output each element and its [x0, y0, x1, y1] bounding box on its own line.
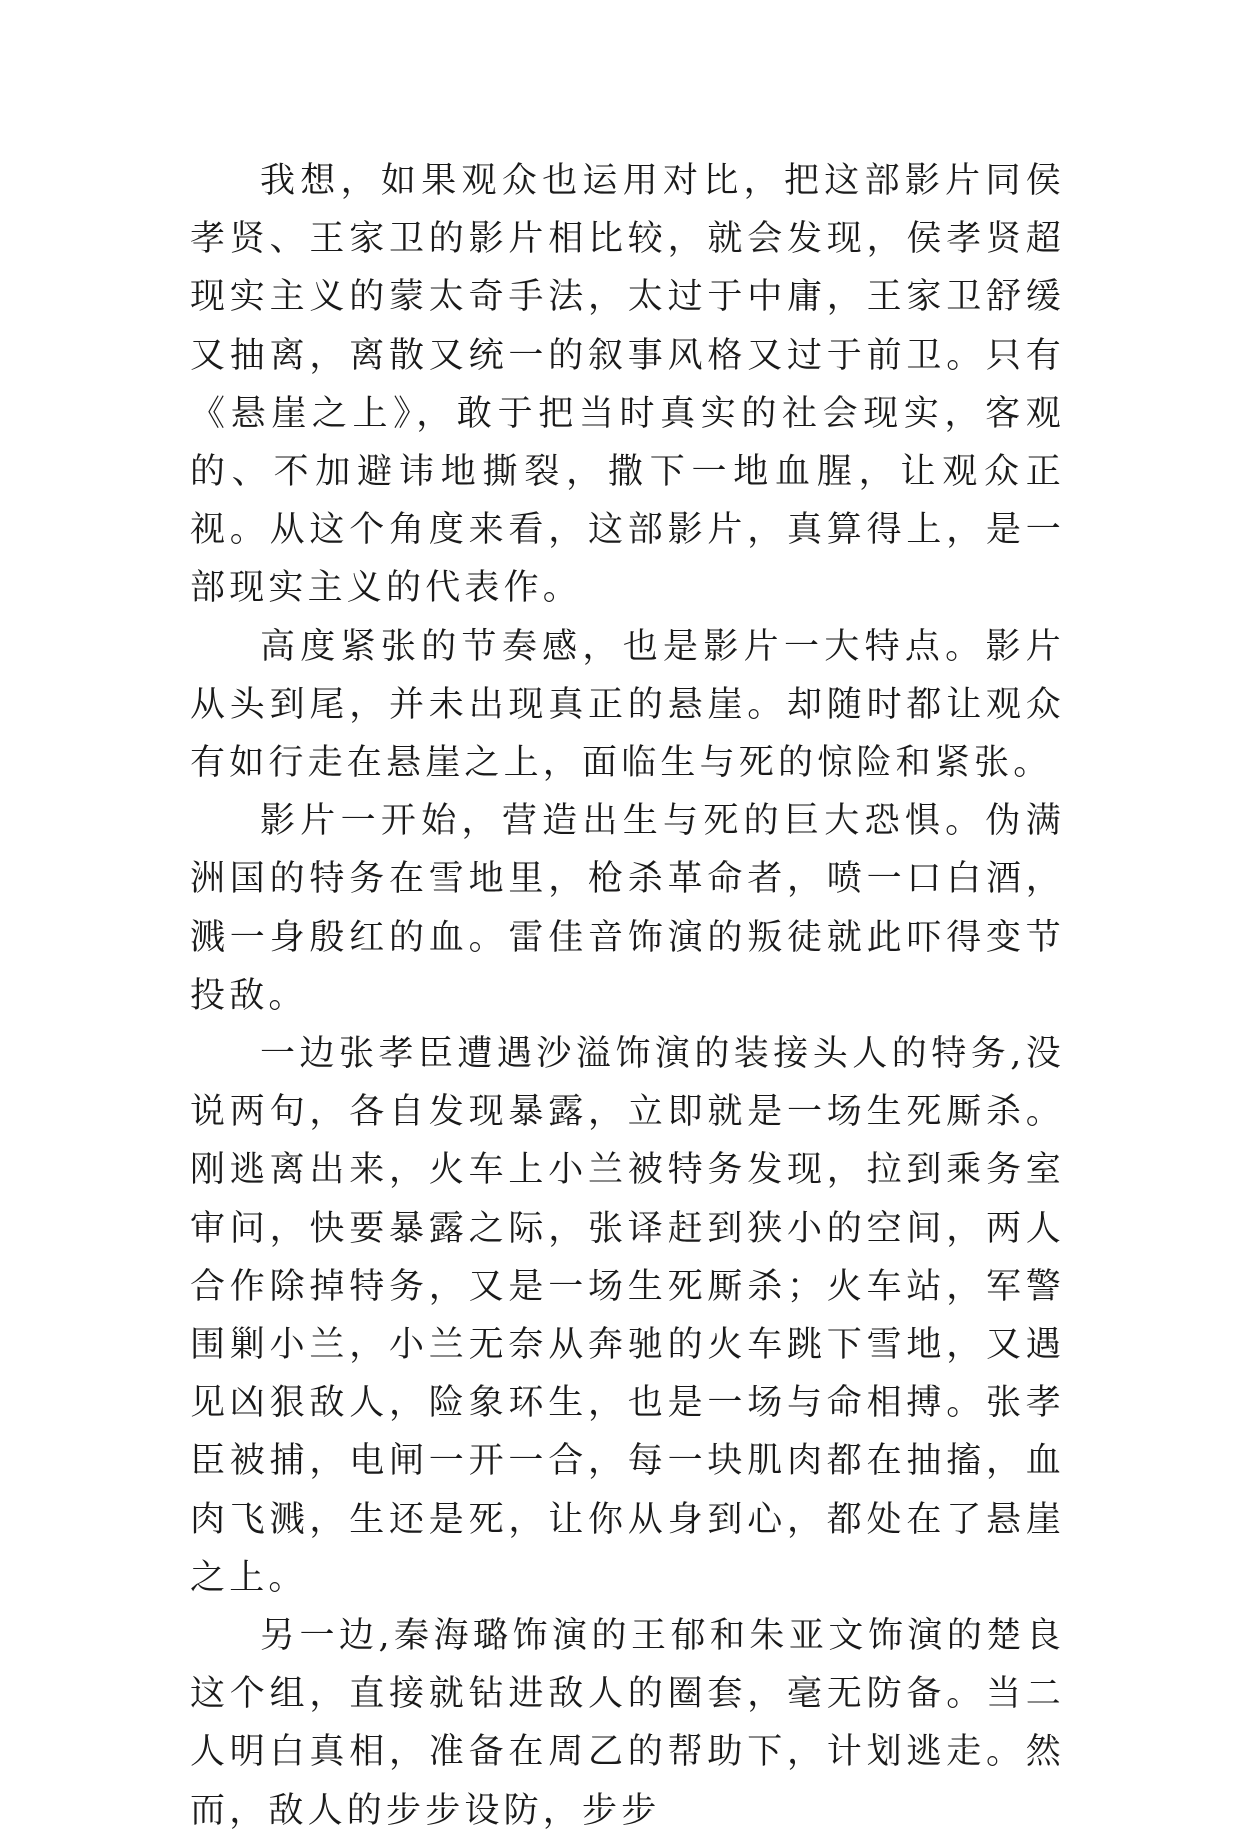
paragraph: 另一边,秦海璐饰演的王郁和朱亚文饰演的楚良这个组，直接就钻进敌人的圈套，毫无防备。当二人明白真相，准备在周乙的帮助下，计划逃走。然而，敌人的步步设防，步步 — [190, 1616, 1065, 1831]
paragraph: 高度紧张的节奏感，也是影片一大特点。影片从头到尾，并未出现真正的悬崖。却随时都让观众有如行走在悬崖之上，面临生与死的惊险和紧张。 — [190, 626, 1065, 784]
paragraph: 一边张孝臣遭遇沙溢饰演的装接头人的特务,没说两句，各自发现暴露，立即就是一场生死厮杀。刚逃离出来，火车上小兰被特务发现，拉到乘务室审问，快要暴露之际，张译赶到狭小的空间，两人合作除掉特务，又是一场生死厮杀；火车站，军警围剿小兰，小兰无奈从奔驰的火车跳下雪地，又遇见凶狠敌人，险象环生，也是一场与命相搏。张孝臣被捕，电闸一开一合，每一块肌肉都在抽搐，血肉飞溅，生还是死，让你从身到心，都处在了悬崖之上。 — [190, 1034, 1065, 1598]
paragraph: 影片一开始，营造出生与死的巨大恐惧。伪满洲国的特务在雪地里，枪杀革命者，喷一口白酒，溅一身殷红的血。雷佳音饰演的叛徒就此吓得变节投敌。 — [190, 801, 1065, 1016]
paragraph: 我想，如果观众也运用对比，把这部影片同侯孝贤、王家卫的影片相比较，就会发现，侯孝贤超现实主义的蒙太奇手法，太过于中庸，王家卫舒缓又抽离，离散又统一的叙事风格又过于前卫。只有《悬崖之上》，敢于把当时真实的社会现实，客观的、不加避讳地撕裂，撒下一地血腥，让观众正视。从这个角度来看，这部影片，真算得上，是一部现实主义的代表作。 — [190, 161, 1065, 609]
body-text — [190, 152, 1065, 1840]
